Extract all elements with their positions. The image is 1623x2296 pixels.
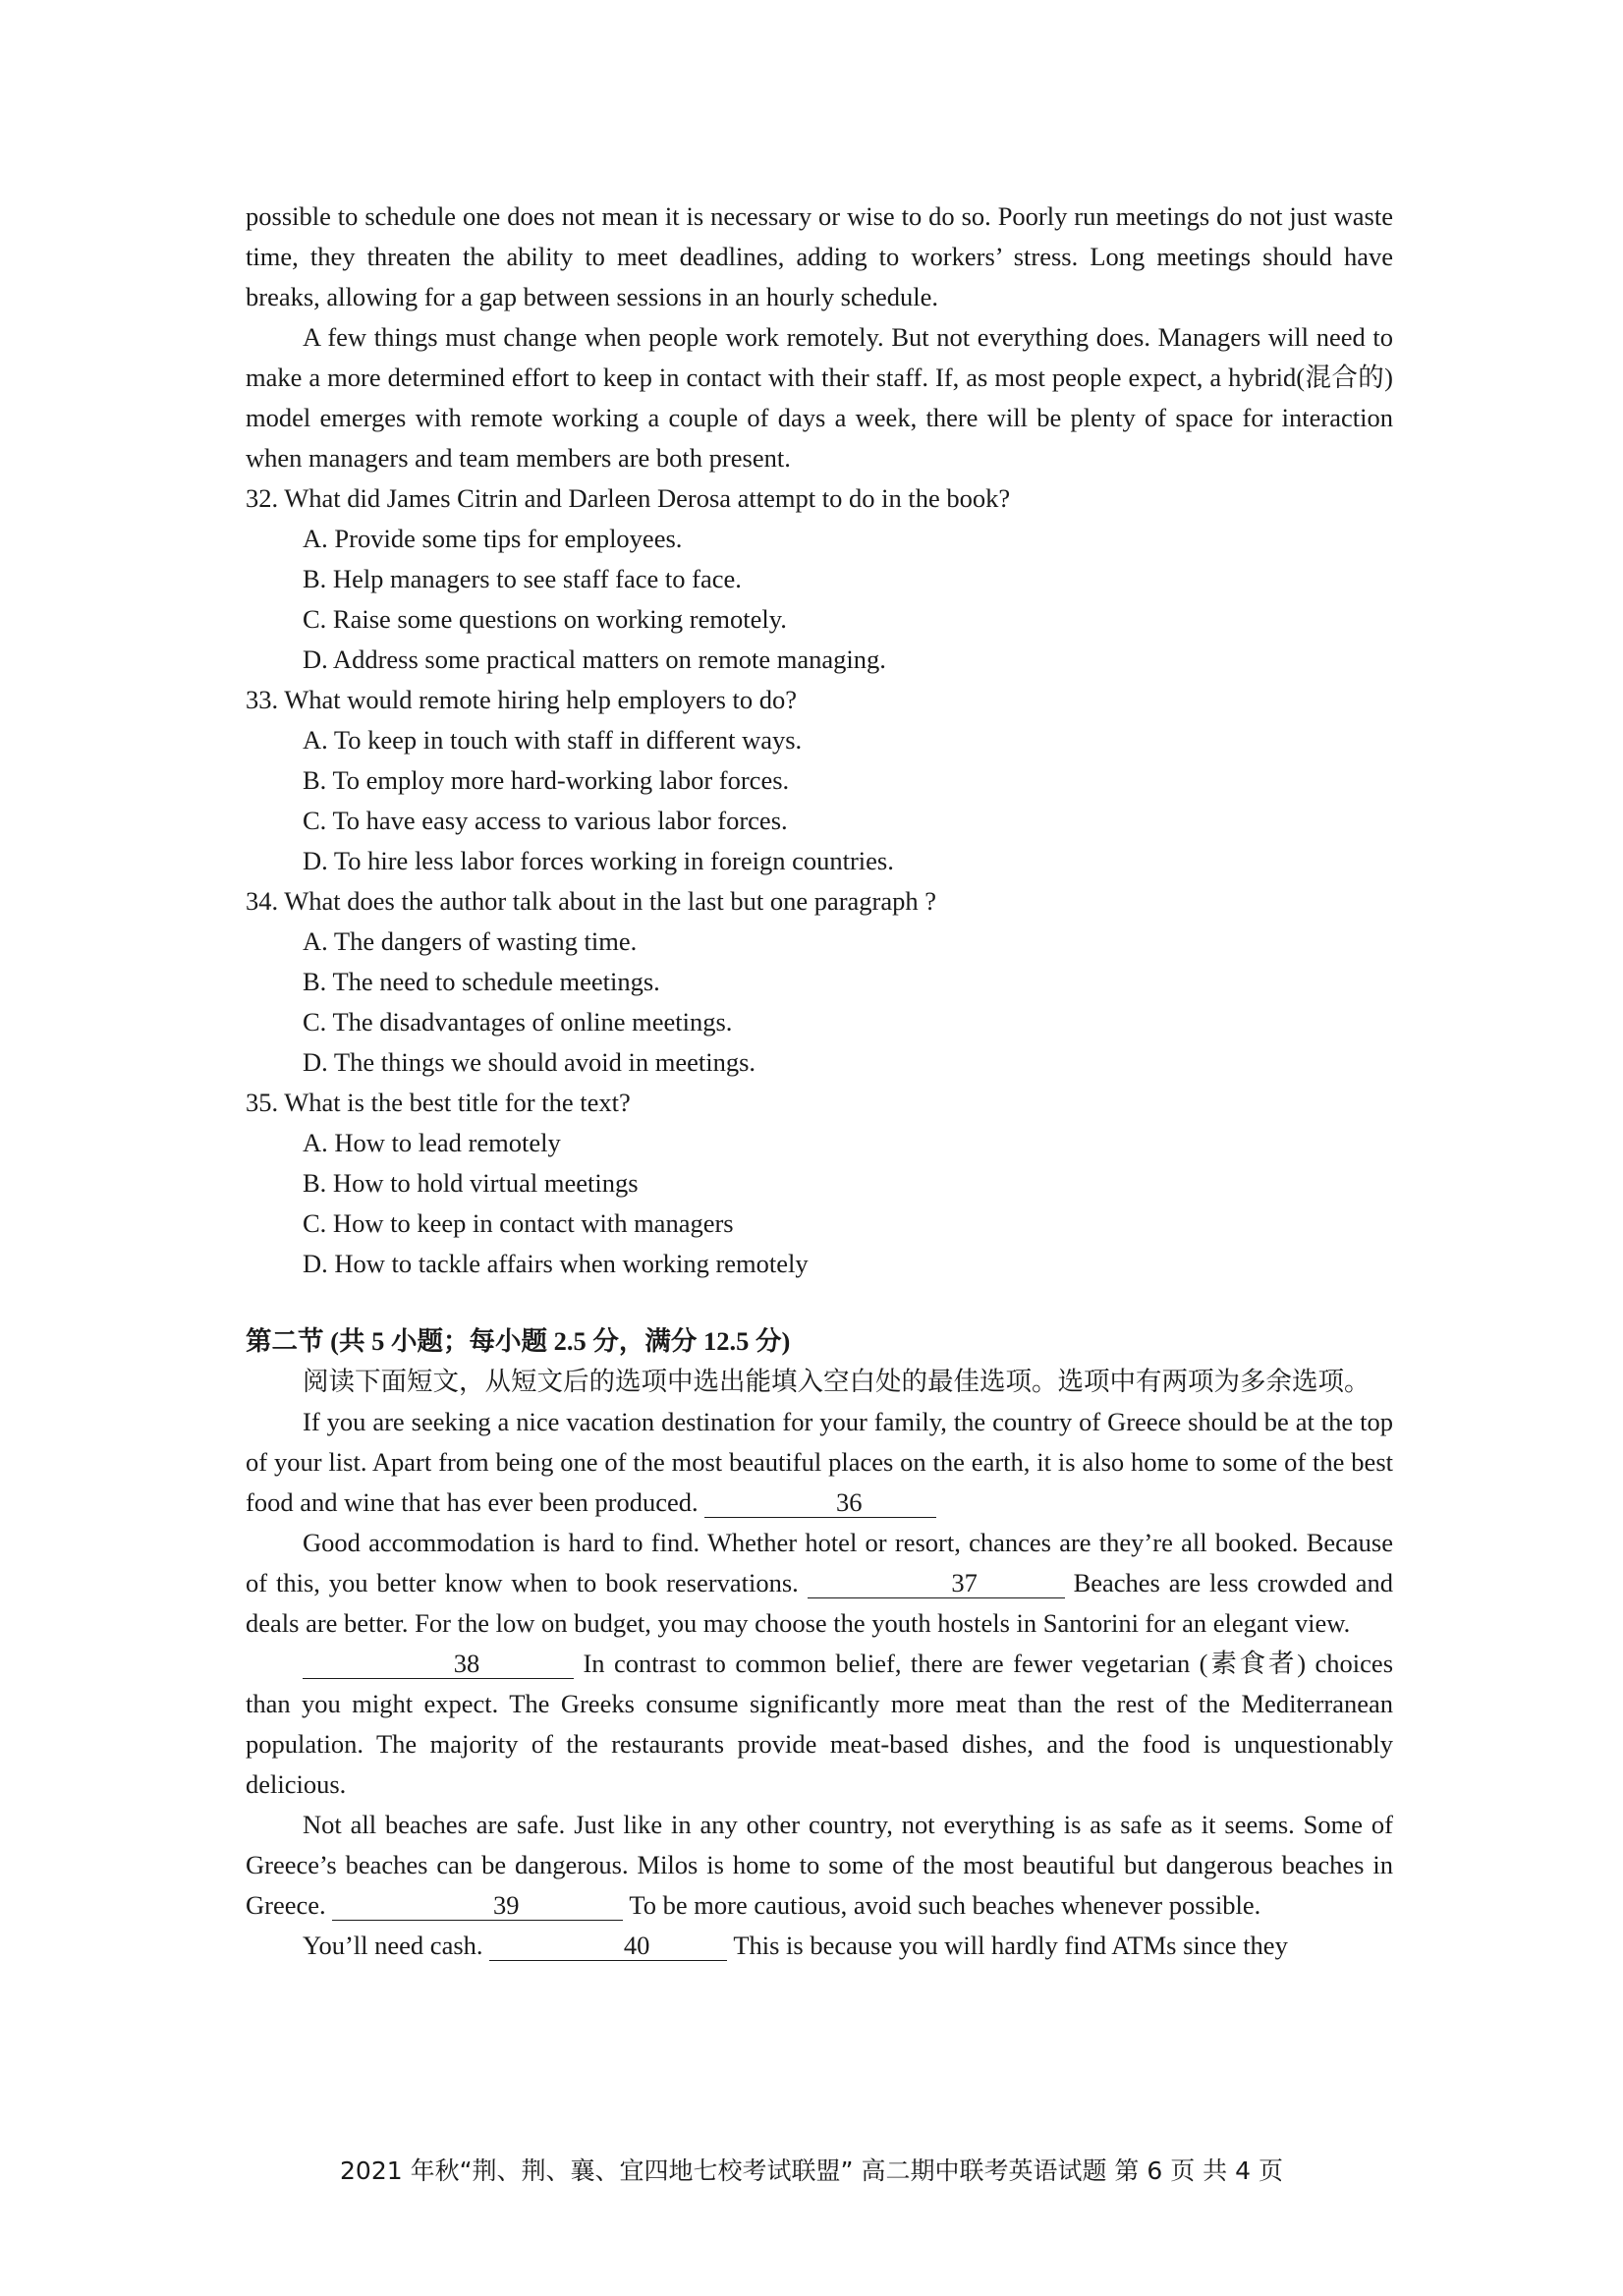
paragraph-text: This is because you will hardly find ATMs since they: [733, 1931, 1288, 1960]
paragraph-text: You’ll need cash.: [303, 1931, 483, 1960]
option-b: B. Help managers to see staff face to face.: [303, 564, 742, 593]
answer-blank-39: 39: [332, 1890, 623, 1921]
section-heading: 第二节 (共 5 小题；每小题 2.5 分，满分 12.5 分): [246, 1326, 791, 1356]
answer-blank-36: 36: [704, 1487, 936, 1518]
question-34: [246, 881, 1393, 1083]
option-a: A. To keep in touch with staff in different ways.: [303, 725, 803, 755]
question-stem: 34. What does the author talk about in the last but one paragraph ?: [246, 886, 937, 916]
passage-paragraph: [246, 1926, 1393, 1966]
option-d: D. The things we should avoid in meetings.: [303, 1047, 756, 1077]
exam-page: [246, 196, 1393, 1966]
question-33: [246, 680, 1393, 881]
passage-paragraph: [246, 1523, 1393, 1644]
option-c: C. Raise some questions on working remotely.: [303, 604, 787, 634]
answer-blank-37: 37: [808, 1568, 1065, 1598]
question-stem: 33. What would remote hiring help employers to do?: [246, 685, 798, 714]
option-b: B. To employ more hard-working labor forces.: [303, 765, 790, 795]
passage-paragraph: A few things must change when people work remotely. But not everything does. Managers will need to make a more determined effort to keep in contact with their staff. If, as most people expect, a hybrid(混合的) model emerges with remote working a couple of days a week, there will be plenty of space for interaction when managers and team members are both present.: [246, 322, 1393, 473]
paragraph-text: If you are seeking a nice vacation destination for your family, the country of Greece should be at the top of your list. Apart from being one of the most beautiful places on the earth, it is also home to some of the best food and wine that has ever been produced.: [246, 1407, 1393, 1517]
option-d: D. How to tackle affairs when working remotely: [303, 1249, 809, 1278]
option-c: C. To have easy access to various labor forces.: [303, 806, 788, 835]
section-instructions: 阅读下面短文，从短文后的选项中选出能填入空白处的最佳选项。选项中有两项为多余选项。: [303, 1367, 1371, 1396]
passage-paragraph: [246, 1644, 1393, 1805]
answer-blank-38: 38: [303, 1649, 574, 1679]
option-a: A. Provide some tips for employees.: [303, 524, 683, 553]
paragraph-text: Not all beaches are safe. Just like in any other country, not everything is as safe as it seems. Some of Greece’s beaches can be dangerous. Milos is home to some of the most beautiful but dangerous beaches in Greece.: [246, 1810, 1393, 1920]
option-a: A. The dangers of wasting time.: [303, 926, 638, 956]
option-c: C. How to keep in contact with managers: [303, 1208, 734, 1238]
passage-paragraph: [246, 1402, 1393, 1523]
option-d: D. To hire less labor forces working in foreign countries.: [303, 846, 894, 875]
option-b: B. How to hold virtual meetings: [303, 1168, 639, 1198]
paragraph-text: In contrast to common belief, there are fewer vegetarian (素食者) choices than you might expect. The Greeks consume significantly more meat than the rest of the Mediterranean population. The majority of the restaurants provide meat-based dishes, and the food is unquestionably delicious.: [246, 1649, 1394, 1799]
option-a: A. How to lead remotely: [303, 1128, 561, 1157]
passage-paragraph: [246, 1805, 1393, 1926]
option-b: B. The need to schedule meetings.: [303, 967, 660, 996]
question-stem: 35. What is the best title for the text?: [246, 1088, 631, 1117]
question-32: [246, 478, 1393, 680]
question-35: [246, 1083, 1393, 1284]
paragraph-text: Good accommodation is hard to find. Whether hotel or resort, chances are they’re all booked. Because of this, you better know when to book reservations.: [246, 1528, 1393, 1597]
paragraph-text: Beaches are less crowded and deals are better. For the low on budget, you may choose the youth hostels in Santorini for an elegant view.: [246, 1568, 1394, 1638]
option-d: D. Address some practical matters on remote managing.: [303, 644, 886, 674]
answer-blank-40: 40: [489, 1931, 727, 1961]
passage-paragraph: possible to schedule one does not mean it is necessary or wise to do so. Poorly run meetings do not just waste time, they threaten the ability to meet deadlines, adding to workers’ stress. Long meetings should have breaks, allowing for a gap between sessions in an hourly schedule.: [246, 201, 1393, 311]
question-stem: 32. What did James Citrin and Darleen Derosa attempt to do in the book?: [246, 483, 1011, 513]
page-footer: 2021 年秋“荆、荆、襄、宜四地七校考试联盟” 高二期中联考英语试题 第 6 页 共 4 页: [340, 2156, 1283, 2185]
option-c: C. The disadvantages of online meetings.: [303, 1007, 733, 1036]
paragraph-text: To be more cautious, avoid such beaches whenever possible.: [629, 1890, 1261, 1920]
